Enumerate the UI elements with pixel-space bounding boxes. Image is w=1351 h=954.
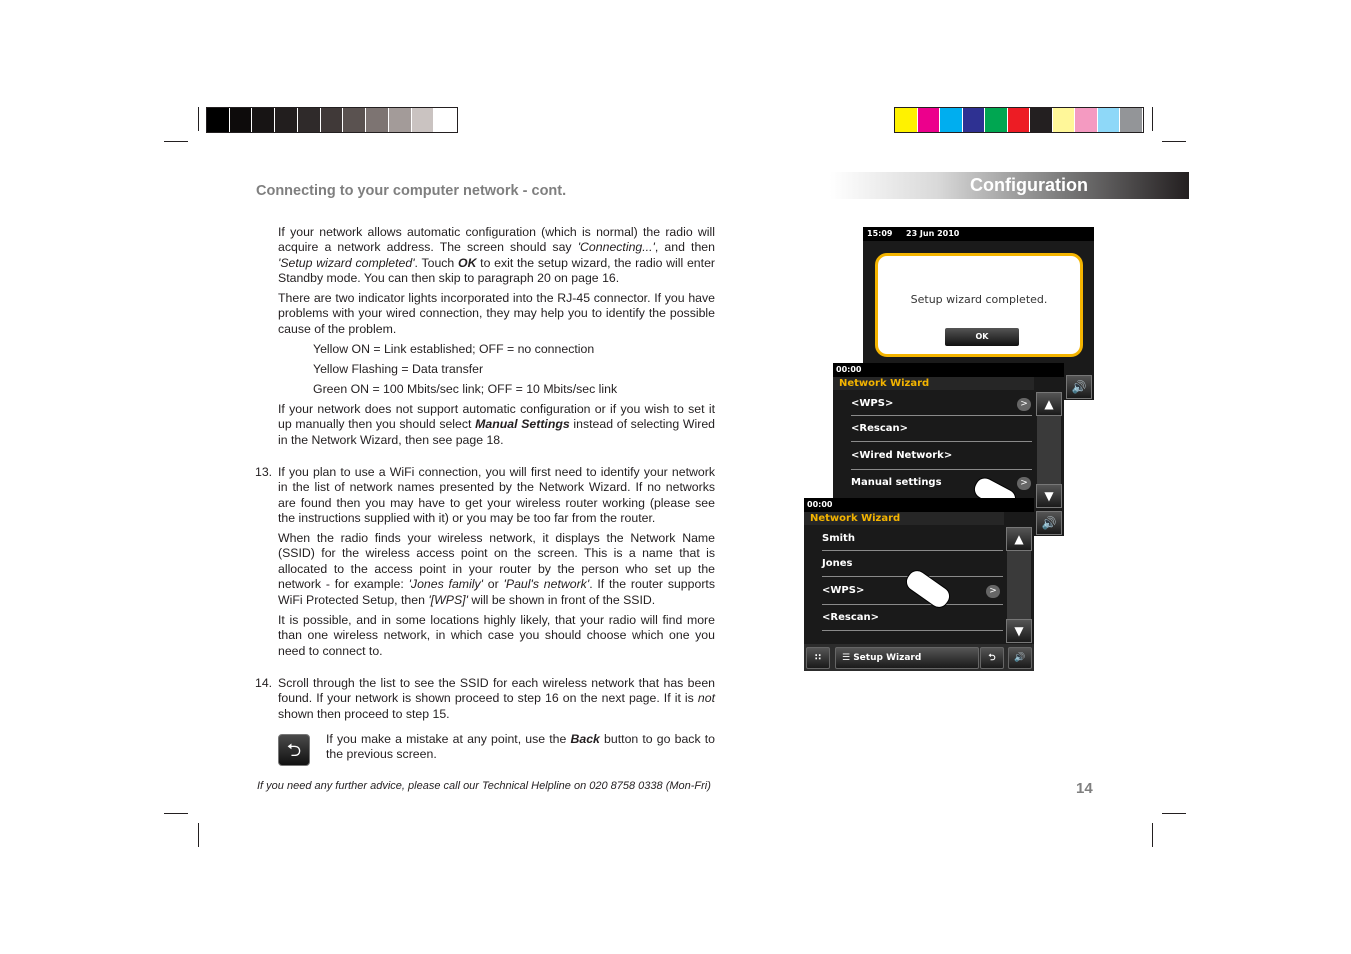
paragraph-manual-settings: If your network does not support automatic configuration or if you wish to set it up manually then you should select Manual Settings instead of selecting Wired in the Network Wizard, then see page 18. bbox=[278, 402, 716, 447]
color-swatch bbox=[963, 108, 985, 132]
paragraph-multiple-networks: It is possible, and in some locations highly likely, that your radio will find more than one wireless network, in which case you should choose which one you need to connect to. bbox=[278, 613, 715, 658]
chapter-title: Configuration bbox=[970, 175, 1088, 195]
list-item-wired-network[interactable]: <Wired Network> bbox=[851, 450, 953, 461]
color-swatch bbox=[1030, 108, 1052, 132]
list-item-manual-settings[interactable]: Manual settings bbox=[851, 477, 942, 488]
color-swatch bbox=[985, 108, 1007, 132]
color-swatch bbox=[389, 108, 411, 132]
scroll-down-button[interactable]: ▼ bbox=[1036, 484, 1062, 508]
divider bbox=[822, 550, 1003, 551]
chapter-header-bar bbox=[830, 172, 1189, 199]
paragraph-step13: If you plan to use a WiFi connection, you will first need to identify your network in the list of network names presented by the Network Wizard. If no networks are found then you may have to get your wireless router working (please see the instructions supplied with it) or you may be too far from the router. bbox=[278, 465, 715, 526]
dialog-box bbox=[875, 253, 1083, 357]
crop-mark bbox=[164, 813, 188, 814]
crop-mark bbox=[198, 107, 199, 131]
setup-wizard-menu-button[interactable]: ☰ Setup Wizard bbox=[835, 647, 979, 669]
list-item-rescan[interactable]: <Rescan> bbox=[822, 612, 879, 623]
list-item-ssid[interactable]: Jones bbox=[822, 558, 853, 569]
volume-icon[interactable]: 🔊 bbox=[1066, 375, 1092, 399]
color-swatch bbox=[343, 108, 365, 132]
screen-network-wizard-ssid bbox=[804, 498, 1034, 671]
back-note: If you make a mistake at any point, use the Back button to go back to the previous screen. bbox=[326, 732, 715, 762]
scrollbar[interactable] bbox=[1007, 551, 1031, 619]
color-swatch bbox=[412, 108, 434, 132]
scroll-up-button[interactable]: ▲ bbox=[1036, 392, 1062, 416]
crop-mark bbox=[164, 141, 188, 142]
color-swatch bbox=[1098, 108, 1120, 132]
volume-icon[interactable]: 🔊 bbox=[1008, 647, 1032, 669]
color-swatch bbox=[230, 108, 252, 132]
indicator-line: Yellow ON = Link established; OFF = no connection bbox=[313, 342, 595, 356]
date: 23 Jun 2010 bbox=[906, 229, 960, 238]
ok-button[interactable]: OK bbox=[945, 328, 1019, 346]
back-button[interactable]: ⮌ bbox=[980, 647, 1004, 669]
setup-wizard-label: Setup Wizard bbox=[853, 653, 922, 663]
crop-mark bbox=[198, 823, 199, 847]
clock: 00:00 bbox=[807, 500, 833, 509]
clock: 15:09 bbox=[867, 229, 893, 238]
bottom-toolbar bbox=[804, 644, 1034, 671]
crop-mark bbox=[1152, 107, 1153, 131]
color-swatch bbox=[1053, 108, 1075, 132]
list-item-wps[interactable]: <WPS> bbox=[822, 585, 865, 596]
color-swatch bbox=[252, 108, 274, 132]
paragraph-auto-config: If your network allows automatic configuration (which is normal) the radio will acquire a network address. The screen should say 'Connecting...', and then 'Setup wizard completed'. Touch OK to exit the setup wizard, the radio will enter Standby mode. You can then skip to paragraph 20 on page 16. bbox=[278, 225, 715, 286]
chevron-right-icon: > bbox=[1017, 398, 1031, 411]
paragraph-ssid: When the radio finds your wireless network, it displays the Network Name (SSID) for the wireless access point on the screen. This is a name that is allocated to the access point in your router by the person who set up the network - for example: 'Jones family' or 'Paul's network'. If the router supports WiFi Protected Setup, then '[WPS]' will be shown in front of the SSID. bbox=[278, 531, 715, 607]
color-swatch bbox=[275, 108, 297, 132]
color-swatch bbox=[298, 108, 320, 132]
paragraph-step14: Scroll through the list to see the SSID for each wireless network that has been found. If your network is shown proceed to step 16 on the next page. If it is not shown then proceed to step 15. bbox=[278, 676, 715, 721]
paragraph-rj45: There are two indicator lights incorporated into the RJ-45 connector. If you have problems with your wired connection, they may help you to identify the possible cause of the problem. bbox=[278, 291, 715, 336]
crop-mark bbox=[1162, 813, 1186, 814]
divider bbox=[822, 604, 1003, 605]
divider bbox=[822, 630, 1003, 631]
dialog-message: Setup wizard completed. bbox=[910, 293, 1048, 306]
clock: 00:00 bbox=[836, 365, 862, 374]
grey-scale-bar bbox=[206, 107, 458, 133]
divider bbox=[851, 469, 1032, 470]
scroll-down-button[interactable]: ▼ bbox=[1006, 619, 1032, 643]
list-item-ssid[interactable]: Smith bbox=[822, 533, 855, 544]
chevron-right-icon: > bbox=[1017, 477, 1031, 490]
back-icon: ⮌ bbox=[278, 734, 310, 766]
color-swatch bbox=[434, 108, 456, 132]
volume-icon[interactable]: 🔊 bbox=[1036, 511, 1062, 535]
indicator-line: Green ON = 100 Mbits/sec link; OFF = 10 Mbits/sec link bbox=[313, 382, 618, 396]
color-swatch bbox=[1120, 108, 1142, 132]
crop-mark bbox=[1162, 141, 1186, 142]
indicator-line: Yellow Flashing = Data transfer bbox=[313, 362, 484, 376]
color-swatch bbox=[207, 108, 229, 132]
status-bar bbox=[833, 363, 1064, 377]
color-calibration-bar bbox=[894, 107, 1144, 133]
step-number: 13. bbox=[255, 465, 273, 479]
wizard-title: Network Wizard bbox=[833, 377, 1034, 390]
page-number: 14 bbox=[1076, 780, 1093, 797]
color-swatch bbox=[366, 108, 388, 132]
color-swatch bbox=[918, 108, 940, 132]
status-bar bbox=[804, 498, 1034, 512]
status-bar bbox=[863, 227, 1094, 241]
crop-mark bbox=[1152, 823, 1153, 847]
helpline-footer: If you need any further advice, please call our Technical Helpline on 020 8758 0338 (Mon-Fri) bbox=[257, 780, 711, 792]
home-grid-button[interactable]: ∷ bbox=[806, 647, 830, 669]
color-swatch bbox=[940, 108, 962, 132]
divider bbox=[851, 415, 1032, 416]
color-swatch bbox=[1075, 108, 1097, 132]
scroll-up-button[interactable]: ▲ bbox=[1006, 527, 1032, 551]
list-item-wps[interactable]: <WPS> bbox=[851, 398, 894, 409]
list-item-rescan[interactable]: <Rescan> bbox=[851, 423, 908, 434]
color-swatch bbox=[895, 108, 917, 132]
color-swatch bbox=[321, 108, 343, 132]
scrollbar[interactable] bbox=[1037, 416, 1061, 484]
divider bbox=[851, 441, 1032, 442]
chevron-right-icon: > bbox=[986, 585, 1000, 598]
step-number: 14. bbox=[255, 676, 273, 690]
wizard-title: Network Wizard bbox=[804, 512, 1004, 525]
color-swatch bbox=[1008, 108, 1030, 132]
section-title: Connecting to your computer network - cont. bbox=[256, 183, 567, 199]
